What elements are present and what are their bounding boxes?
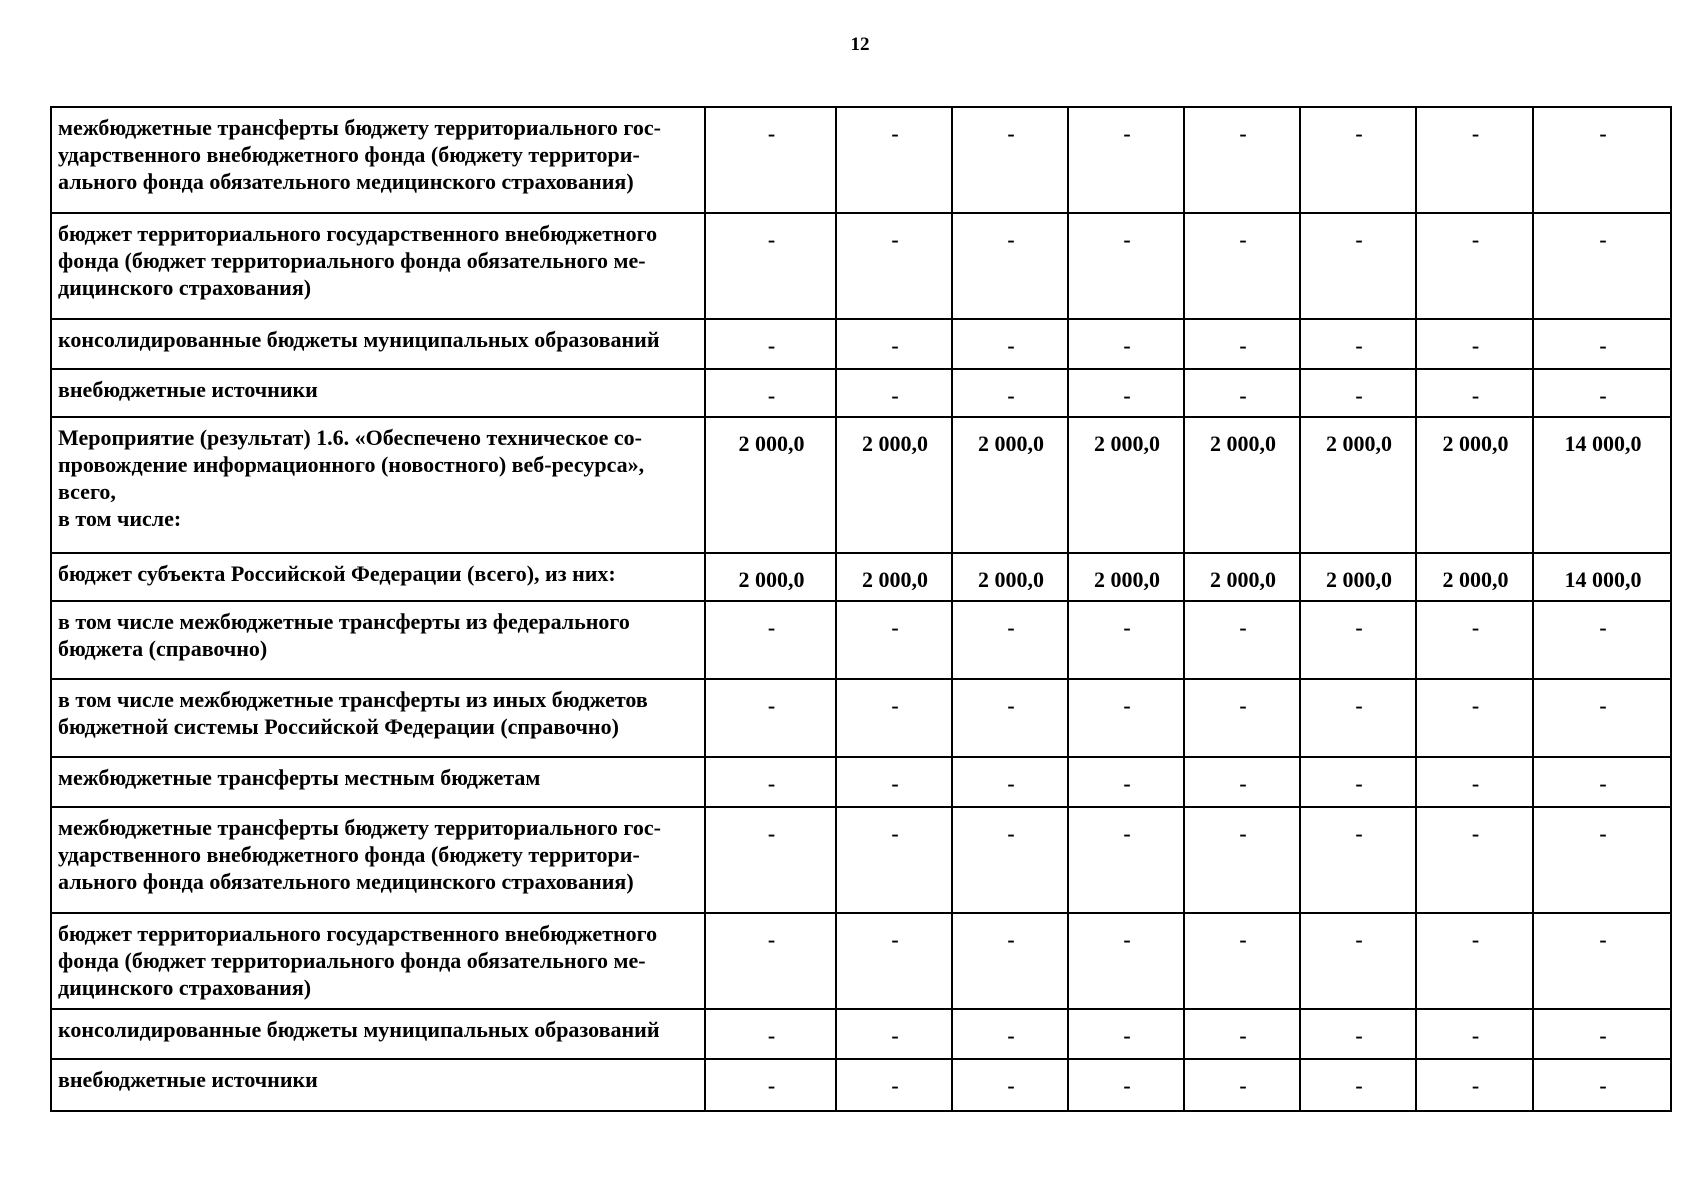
value-cell: - [1416, 369, 1533, 417]
value-cell: - [836, 319, 952, 369]
row-label [51, 553, 705, 601]
value-cell: - [1533, 369, 1671, 417]
table-row [51, 1009, 1671, 1059]
value-cell: 2 000,0 [1068, 553, 1184, 601]
table-row [51, 369, 1671, 417]
row-label [51, 319, 705, 369]
row-label-line: ударственного внебюджетного фонда (бюджету территори- [58, 142, 640, 167]
value-cell: 14 000,0 [1533, 417, 1671, 553]
value-cell: - [1068, 213, 1184, 319]
value-cell: - [1300, 1009, 1416, 1059]
value-cell: - [1533, 107, 1671, 213]
value-cell: - [952, 757, 1068, 807]
value-cell: 2 000,0 [1184, 417, 1300, 553]
row-label-line: бюджетной системы Российской Федерации (справочно) [58, 714, 619, 739]
value-cell: - [1184, 913, 1300, 1009]
value-cell: - [1533, 757, 1671, 807]
table-row [51, 553, 1671, 601]
row-label-line: в том числе: [58, 506, 182, 531]
row-label-line: всего, [58, 479, 116, 504]
value-cell: - [1068, 369, 1184, 417]
value-cell: - [1533, 1059, 1671, 1111]
row-label [51, 107, 705, 213]
value-cell: - [1416, 319, 1533, 369]
value-cell: - [1416, 757, 1533, 807]
value-cell: - [836, 1009, 952, 1059]
value-cell: - [1416, 1009, 1533, 1059]
value-cell: - [1068, 1009, 1184, 1059]
value-cell: - [705, 213, 836, 319]
row-label [51, 417, 705, 553]
row-label-line: бюджет территориального государственного внебюджетного [58, 221, 658, 246]
row-label-line: бюджет субъекта Российской Федерации (всего), из них: [58, 561, 616, 586]
value-cell: - [705, 601, 836, 679]
value-cell: - [1300, 679, 1416, 757]
value-cell: - [705, 913, 836, 1009]
value-cell: - [836, 807, 952, 913]
row-label-line: внебюджетные источники [58, 377, 318, 402]
value-cell: - [705, 1009, 836, 1059]
page-number: 12 [850, 34, 870, 55]
value-cell: - [1068, 757, 1184, 807]
value-cell: - [1416, 213, 1533, 319]
row-label-line: дицинского страхования) [58, 975, 312, 1000]
value-cell: 2 000,0 [705, 417, 836, 553]
value-cell: 2 000,0 [952, 417, 1068, 553]
value-cell: - [836, 107, 952, 213]
value-cell: - [1184, 601, 1300, 679]
value-cell: - [836, 601, 952, 679]
row-label-line: в том числе межбюджетные трансферты из иных бюджетов [58, 687, 648, 712]
table-row [51, 417, 1671, 553]
value-cell: - [1300, 601, 1416, 679]
row-label-line: внебюджетные источники [58, 1067, 318, 1092]
value-cell: 2 000,0 [705, 553, 836, 601]
value-cell: - [836, 679, 952, 757]
value-cell: - [1184, 807, 1300, 913]
value-cell: - [1184, 1059, 1300, 1111]
value-cell: - [1068, 913, 1184, 1009]
value-cell: - [952, 1059, 1068, 1111]
table-row [51, 107, 1671, 213]
value-cell: - [1416, 1059, 1533, 1111]
value-cell: - [1068, 601, 1184, 679]
row-label [51, 757, 705, 807]
value-cell: 14 000,0 [1533, 553, 1671, 601]
row-label-line: ального фонда обязательного медицинского страхования) [58, 869, 634, 894]
row-label-line: консолидированные бюджеты муниципальных образований [58, 1017, 660, 1042]
value-cell: - [1416, 601, 1533, 679]
row-label-line: дицинского страхования) [58, 275, 312, 300]
budget-table [50, 106, 1672, 1112]
value-cell: - [705, 757, 836, 807]
row-label-line: консолидированные бюджеты муниципальных образований [58, 327, 660, 352]
value-cell: 2 000,0 [836, 553, 952, 601]
value-cell: - [1300, 213, 1416, 319]
value-cell: - [1533, 319, 1671, 369]
value-cell: - [952, 601, 1068, 679]
row-label-line: Мероприятие (результат) 1.6. «Обеспечено техническое со- [58, 425, 642, 450]
value-cell: - [836, 213, 952, 319]
value-cell: 2 000,0 [1300, 553, 1416, 601]
value-cell: - [836, 913, 952, 1009]
value-cell: - [1300, 319, 1416, 369]
value-cell: - [1300, 757, 1416, 807]
row-label [51, 1059, 705, 1111]
row-label-line: в том числе межбюджетные трансферты из федерального [58, 609, 630, 634]
value-cell: - [705, 107, 836, 213]
table-row [51, 679, 1671, 757]
table-row [51, 601, 1671, 679]
value-cell: - [1416, 679, 1533, 757]
value-cell: - [836, 369, 952, 417]
row-label-line: ального фонда обязательного медицинского страхования) [58, 169, 634, 194]
value-cell: - [1184, 757, 1300, 807]
value-cell: - [705, 319, 836, 369]
value-cell: - [1184, 369, 1300, 417]
value-cell: - [1300, 913, 1416, 1009]
row-label-line: ударственного внебюджетного фонда (бюджету территори- [58, 842, 640, 867]
value-cell: - [1300, 107, 1416, 213]
value-cell: - [952, 107, 1068, 213]
value-cell: - [1068, 679, 1184, 757]
row-label-line: межбюджетные трансферты бюджету территориального гос- [58, 815, 661, 840]
row-label-line: межбюджетные трансферты бюджету территориального гос- [58, 115, 661, 140]
value-cell: 2 000,0 [1184, 553, 1300, 601]
row-label-line: бюджет территориального государственного внебюджетного [58, 921, 658, 946]
value-cell: - [1533, 601, 1671, 679]
value-cell: - [1533, 913, 1671, 1009]
row-label-line: межбюджетные трансферты местным бюджетам [58, 765, 541, 790]
value-cell: - [1300, 807, 1416, 913]
value-cell: - [1533, 807, 1671, 913]
table-row [51, 913, 1671, 1009]
row-label-line: бюджета (справочно) [58, 636, 268, 661]
value-cell: - [952, 679, 1068, 757]
row-label-line: фонда (бюджет территориального фонда обязательного ме- [58, 948, 646, 973]
value-cell: - [1300, 1059, 1416, 1111]
table-row [51, 807, 1671, 913]
table-row [51, 757, 1671, 807]
value-cell: - [1184, 213, 1300, 319]
row-label [51, 679, 705, 757]
value-cell: - [952, 913, 1068, 1009]
value-cell: - [836, 757, 952, 807]
value-cell: 2 000,0 [1300, 417, 1416, 553]
value-cell: - [1068, 1059, 1184, 1111]
row-label [51, 1009, 705, 1059]
table-row [51, 1059, 1671, 1111]
value-cell: - [1300, 369, 1416, 417]
value-cell: - [1184, 679, 1300, 757]
value-cell: - [952, 213, 1068, 319]
value-cell: - [705, 1059, 836, 1111]
value-cell: 2 000,0 [1416, 417, 1533, 553]
table-body [51, 107, 1671, 1111]
table-row [51, 213, 1671, 319]
value-cell: - [1533, 213, 1671, 319]
value-cell: 2 000,0 [952, 553, 1068, 601]
row-label [51, 369, 705, 417]
row-label [51, 807, 705, 913]
value-cell: - [1068, 807, 1184, 913]
value-cell: - [952, 1009, 1068, 1059]
row-label [51, 213, 705, 319]
value-cell: 2 000,0 [1068, 417, 1184, 553]
value-cell: 2 000,0 [1416, 553, 1533, 601]
value-cell: - [952, 369, 1068, 417]
value-cell: - [1416, 807, 1533, 913]
table-row [51, 319, 1671, 369]
value-cell: - [1184, 319, 1300, 369]
value-cell: - [952, 319, 1068, 369]
value-cell: - [836, 1059, 952, 1111]
value-cell: - [1416, 107, 1533, 213]
row-label-line: фонда (бюджет территориального фонда обязательного ме- [58, 248, 646, 273]
value-cell: - [1533, 679, 1671, 757]
row-label [51, 601, 705, 679]
value-cell: - [1184, 107, 1300, 213]
value-cell: - [952, 807, 1068, 913]
value-cell: - [1533, 1009, 1671, 1059]
row-label [51, 913, 705, 1009]
value-cell: - [705, 679, 836, 757]
value-cell: - [705, 807, 836, 913]
value-cell: - [1068, 107, 1184, 213]
value-cell: - [1416, 913, 1533, 1009]
value-cell: - [1068, 319, 1184, 369]
value-cell: - [705, 369, 836, 417]
value-cell: - [1184, 1009, 1300, 1059]
row-label-line: провождение информационного (новостного) веб-ресурса», [58, 452, 645, 477]
value-cell: 2 000,0 [836, 417, 952, 553]
